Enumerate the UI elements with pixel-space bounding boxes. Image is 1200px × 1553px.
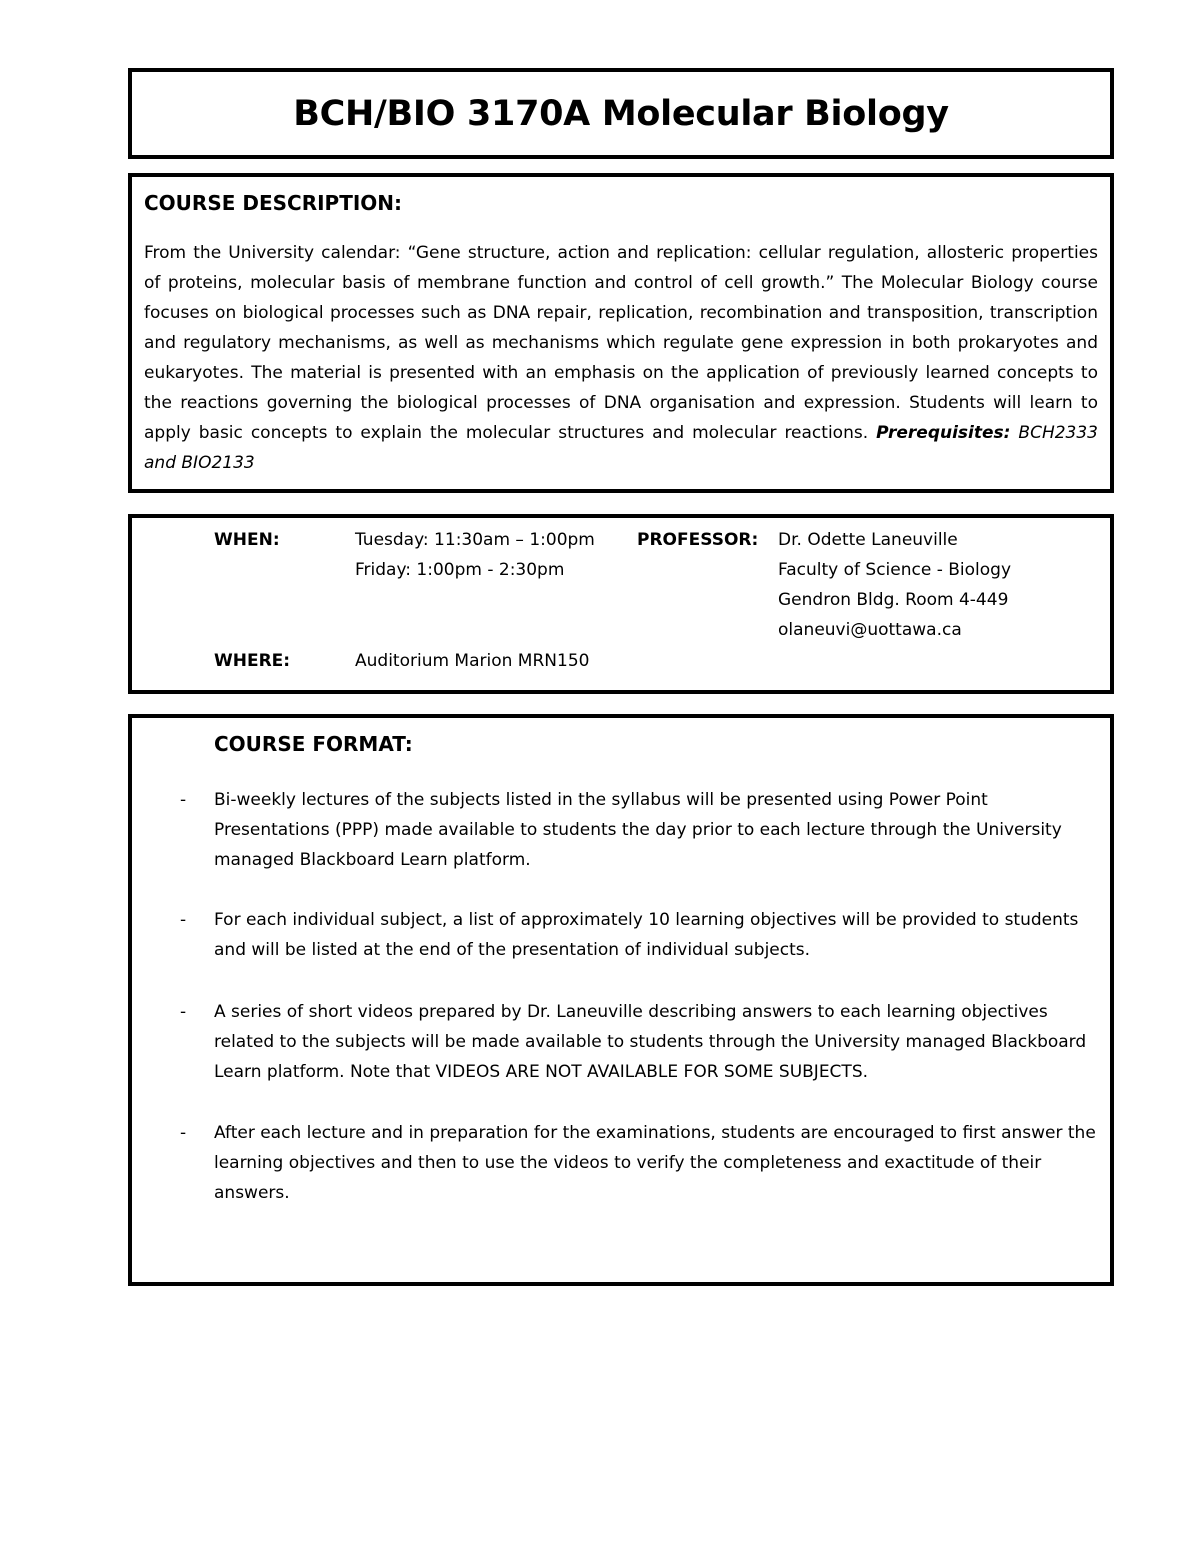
when-line-tuesday: Tuesday: 11:30am – 1:00pm — [355, 530, 595, 550]
course-description-body: From the University calendar: “Gene structure, action and replication: cellular regulation, allosteric properties of proteins, molecular basis of membrane function and control of cell growth.” The Molecular Biology course focuses on biological processes such as DNA repair, replication, recombination and transposition, transcription and regulatory mechanisms, as well as mechanisms which regulate gene expression in both prokaryotes and eukaryotes. The material is presented with an emphasis on the application of previously learned concepts to the reactions governing the biological processes of DNA organisation and expression. Students will learn to apply basic concepts to explain the molecular structures and molecular reactions. — [144, 243, 1098, 443]
schedule-box — [128, 514, 1114, 694]
professor-email[interactable]: olaneuvi@uottawa.ca — [778, 620, 962, 640]
course-description-heading: COURSE DESCRIPTION: — [144, 191, 403, 215]
course-description-text — [144, 238, 1098, 478]
format-bullet-item — [180, 905, 1100, 965]
format-bullet-text: Bi-weekly lectures of the subjects listed in the syllabus will be presented using Power Point Presentations (PPP) made available to students the day prior to each lecture through the University managed Blackboard Learn platform. — [214, 790, 1062, 870]
professor-room: Gendron Bldg. Room 4-449 — [778, 590, 1009, 610]
where-label: WHERE: — [214, 651, 291, 671]
bullet-dash: - — [180, 1123, 187, 1143]
professor-name: Dr. Odette Laneuville — [778, 530, 958, 550]
course-title: BCH/BIO 3170A Molecular Biology — [293, 93, 949, 134]
when-label: WHEN: — [214, 530, 280, 550]
bullet-dash: - — [180, 1002, 187, 1022]
course-description-box — [128, 173, 1114, 493]
title-box — [128, 68, 1114, 159]
course-format-box — [128, 714, 1114, 1286]
professor-label: PROFESSOR: — [637, 530, 759, 550]
format-bullet-item — [180, 785, 1100, 875]
bullet-dash: - — [180, 790, 187, 810]
prerequisites-value: BCH2333 and BIO2133 — [144, 423, 1098, 473]
professor-info — [778, 525, 1011, 645]
where-value: Auditorium Marion MRN150 — [355, 651, 590, 671]
bullet-dash: - — [180, 910, 187, 930]
professor-faculty: Faculty of Science - Biology — [778, 560, 1012, 580]
format-bullet-text: For each individual subject, a list of approximately 10 learning objectives will be provided to students and will be listed at the end of the presentation of individual subjects. — [214, 910, 1079, 960]
when-line-friday: Friday: 1:00pm - 2:30pm — [355, 560, 565, 580]
course-format-heading: COURSE FORMAT: — [214, 732, 413, 756]
format-bullet-item — [180, 997, 1100, 1087]
format-bullet-text: A series of short videos prepared by Dr. Laneuville describing answers to each learning objectives related to the subjects will be made available to students through the University managed Blackboard Learn platform. Note that VIDEOS ARE NOT AVAILABLE FOR SOME SUBJECTS. — [214, 1002, 1087, 1082]
format-bullet-text: After each lecture and in preparation for the examinations, students are encouraged to first answer the learning objectives and then to use the videos to verify the completeness and exactitude of their answers. — [214, 1123, 1096, 1203]
when-value — [355, 525, 595, 585]
format-bullet-item — [180, 1118, 1100, 1208]
prerequisites-label: Prerequisites: — [876, 423, 1011, 443]
